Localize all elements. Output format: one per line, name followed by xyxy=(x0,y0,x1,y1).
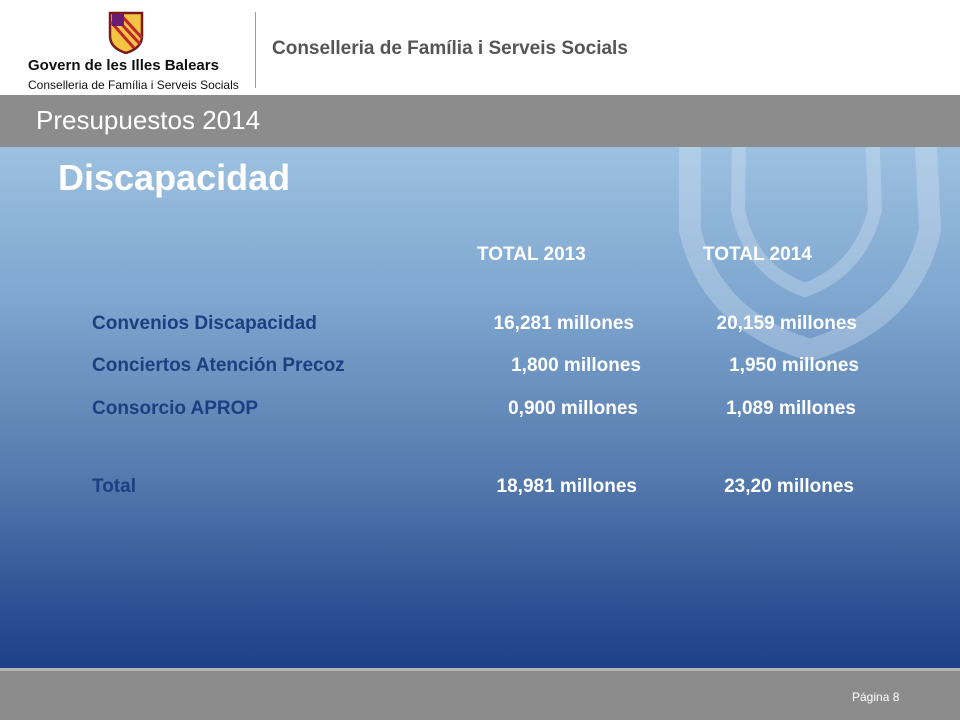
page-number: Página 8 xyxy=(852,690,900,704)
department-name: Conselleria de Família i Serveis Socials xyxy=(272,38,628,59)
cell-convenios-2014: 20,159 millones xyxy=(716,313,857,334)
row-label-convenios: Convenios Discapacidad xyxy=(92,313,317,334)
logo-title: Govern de les Illes Balears xyxy=(28,57,219,74)
column-header-2014: TOTAL 2014 xyxy=(703,244,812,265)
footer-divider xyxy=(0,668,960,671)
section-band xyxy=(0,95,960,147)
header-divider xyxy=(255,12,256,88)
footer-bar xyxy=(0,668,960,720)
column-header-2013: TOTAL 2013 xyxy=(477,244,586,265)
cell-total-2013: 18,981 millones xyxy=(496,476,637,497)
row-label-consorcio: Consorcio APROP xyxy=(92,398,259,419)
cell-convenios-2013: 16,281 millones xyxy=(493,313,634,334)
cell-consorcio-2013: 0,900 millones xyxy=(508,398,638,419)
balearic-shield-icon xyxy=(106,10,146,54)
row-label-total: Total xyxy=(92,476,136,497)
header xyxy=(0,0,960,95)
cell-conciertos-2013: 1,800 millones xyxy=(511,355,641,376)
logo-subtitle: Conselleria de Família i Serveis Socials xyxy=(28,78,239,92)
page-title: Discapacidad xyxy=(58,157,291,198)
row-label-conciertos: Conciertos Atención Precoz xyxy=(92,355,345,376)
cell-total-2014: 23,20 millones xyxy=(724,476,854,497)
section-title: Presupuestos 2014 xyxy=(36,105,261,135)
govern-logo xyxy=(28,10,248,90)
cell-conciertos-2014: 1,950 millones xyxy=(729,355,859,376)
cell-consorcio-2014: 1,089 millones xyxy=(726,398,856,419)
